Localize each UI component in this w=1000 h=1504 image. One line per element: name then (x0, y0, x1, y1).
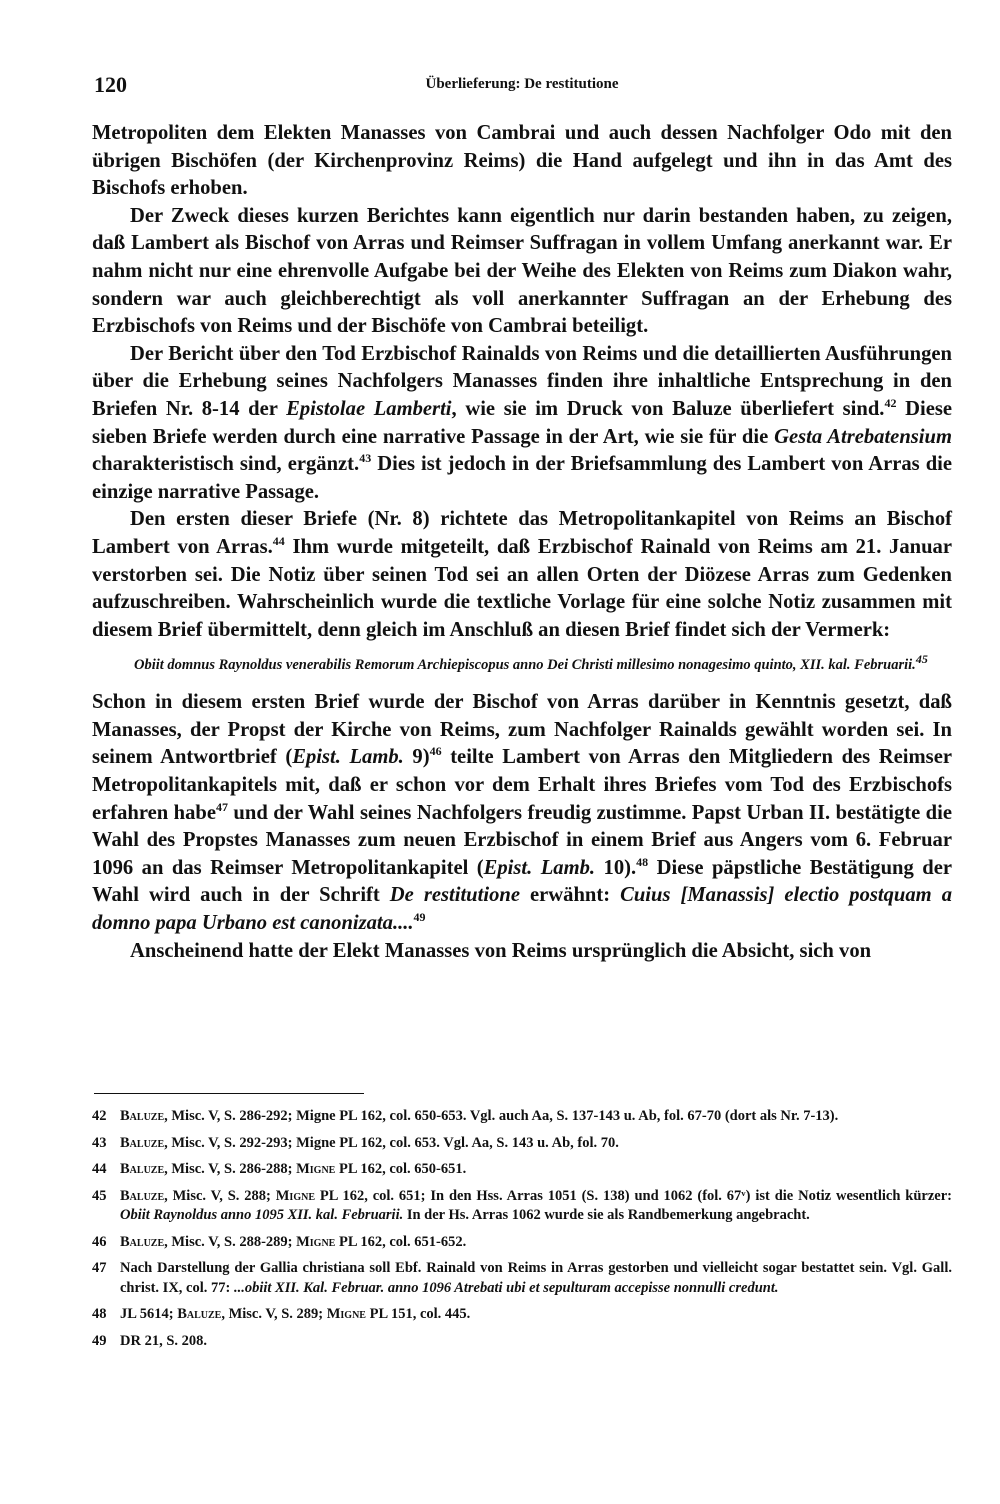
text-run: und der Wahl seines Nachfolgers freudig zustimme. Papst Urban II. bestätigte die Wahl des Propstes Manasses zum neuen Erzbischof in einem Brief aus Angers vom 6. Februar 1096 an das Reimser Metropolitankapitel ( (92, 801, 952, 879)
text-run: PL 162, col. 650-651. (335, 1161, 467, 1177)
author-name: Migne (296, 1161, 336, 1177)
book-page (92, 0, 952, 1504)
paragraph: Metropoliten dem Elekten Manasses von Cambrai und auch dessen Nachfolger Odo mit den übrigen Bischöfen (der Kirchenprovinz Reims) die Hand aufgelegt und ihn in das Amt des Bischofs erhoben. (92, 122, 952, 200)
text-run: PL 162, col. 651; In den Hss. Arras 1051 (S. 138) und 1062 (fol. 67ᵛ) ist die Notiz wesentlich kürzer: (315, 1187, 952, 1204)
footnote-text (120, 1233, 952, 1253)
italic-quote: ...obiit XII. Kal. Februar. anno 1096 Atrebati ubi et sepulturam accepisse nonnulli credunt. (233, 1279, 779, 1296)
italic-title: De restitutione (389, 884, 520, 907)
footnote (92, 1332, 952, 1352)
author-name: Baluze (120, 1233, 165, 1250)
italic-ref: Epist. Lamb. (292, 746, 404, 769)
latin-quotation (92, 652, 952, 675)
footnote (92, 1305, 952, 1325)
text-run: PL 162, col. 651-652. (335, 1233, 467, 1250)
footnote-ref: 44 (272, 534, 285, 549)
italic-ref: Epist. Lamb. (483, 856, 596, 879)
text-run: Nach Darstellung der Gallia christiana soll Ebf. Rainald von Reims in Arras gestorben und vielleicht sogar bestattet sein. Vgl. Gall. christ. IX, col. 77: (120, 1260, 952, 1296)
text-run: In der Hs. Arras 1062 wurde sie als Randbemerkung angebracht. (403, 1207, 810, 1223)
text-run: , Misc. V, S. 286-288; (164, 1161, 297, 1177)
paragraph (92, 341, 952, 507)
text-run: 9) (403, 746, 430, 769)
footnote-number: 48 (92, 1306, 107, 1322)
text-run: 10). (595, 856, 637, 879)
text-run: , wie sie im Druck von Baluze überliefert sind. (451, 397, 885, 420)
footnote-text (120, 1134, 952, 1154)
text-run: Diese päpstliche Bestätigung der Wahl wird auch in der Schrift (92, 856, 952, 907)
running-head: Überlieferung: De restitutione (425, 76, 619, 92)
author-name: Baluze (177, 1306, 222, 1322)
footnote-ref: 48 (636, 854, 649, 869)
text-run: teilte Lambert von Arras den Mitgliedern des Reimser Metropolitankapitels mit, daß er schon vor dem Erhalt ihres Briefes vom Tod des Erzbischofs erfahren habe (92, 746, 952, 824)
paragraph (92, 506, 952, 644)
page-header (92, 72, 952, 102)
text-run: , Misc. V, S. 288; (164, 1187, 276, 1204)
footnote-number: 46 (92, 1233, 107, 1250)
footnote-separator (94, 1093, 364, 1094)
paragraph: Der Zweck dieses kurzen Berichtes kann eigentlich nur darin bestanden haben, zu zeigen, daß Lambert als Bischof von Arras und Reimser Suffragan in vollem Umfang anerkannt war. Er nahm nicht nur eine ehrenvolle Aufgabe bei der Weihe des Elekten von Reims zum Diakon wahr, sondern war auch gleichberechtigt als voll anerkannter Suffragan an der Erhebung des Erzbischofs von Reims und der Bischöfe von Cambrai beteiligt. (92, 204, 952, 338)
footnote-text (120, 1160, 952, 1180)
footnote-text: DR 21, S. 208. (120, 1332, 208, 1349)
text-run: , Misc. V, S. 286-292; Migne PL 162, col. 650-653. Vgl. auch Aa, S. 137-143 u. Ab, fol. 67-70 (dort als Nr. 7-13). (164, 1108, 839, 1124)
footnote-text (120, 1187, 952, 1226)
text-run: charakteristisch sind, ergänzt. (92, 453, 360, 476)
main-text (92, 120, 952, 965)
italic-quote: Cuius [Manassis] electio postquam a domno papa Urbano est canonizata.... (92, 884, 953, 935)
author-name: Migne (275, 1187, 315, 1204)
footnote-number: 47 (92, 1260, 107, 1276)
text-run: Dies ist jedoch in der Briefsammlung des Lambert von Arras die einzige narrative Passage. (92, 453, 953, 503)
text-run: Der Bericht über den Tod Erzbischof Rainalds von Reims und die detaillierten Ausführungen über die Erhebung seines Nachfolgers Manasses finden ihre inhaltliche Entsprechung in den Briefen Nr. 8-14 der (92, 342, 952, 420)
text-run: Diese sieben Briefe werden durch eine narrative Passage in der Art, wie sie für die (92, 397, 952, 448)
footnote (92, 1233, 952, 1253)
footnote (92, 1187, 952, 1226)
footnote-text (120, 1259, 952, 1298)
text-run: , Misc. V, S. 289; (221, 1306, 327, 1322)
paragraph (92, 689, 952, 937)
author-name: Baluze (120, 1161, 165, 1177)
author-name: Migne (296, 1233, 336, 1250)
author-name: Baluze (120, 1187, 165, 1204)
footnote-number: 49 (92, 1332, 107, 1349)
footnote-number: 42 (92, 1108, 107, 1124)
paragraph: Anscheinend hatte der Elekt Manasses von Reims ursprünglich die Absicht, sich von (130, 939, 872, 962)
footnote-ref: 46 (429, 744, 442, 759)
footnote-number: 45 (92, 1187, 107, 1204)
footnote (92, 1259, 952, 1298)
footnote (92, 1134, 952, 1154)
text-run: Den ersten dieser Briefe (Nr. 8) richtete das Metropolitankapitel von Reims an Bischof Lambert von Arras. (92, 508, 952, 558)
footnote-number: 44 (92, 1161, 107, 1177)
footnote-ref: 43 (359, 451, 372, 466)
italic-quote: Obiit Raynoldus anno 1095 XII. kal. Februarii. (120, 1207, 404, 1223)
text-run: , Misc. V, S. 292-293; Migne PL 162, col. 653. Vgl. Aa, S. 143 u. Ab, fol. 70. (164, 1134, 619, 1151)
footnote-ref: 45 (915, 652, 928, 667)
page-number: 120 (94, 72, 127, 97)
footnote (92, 1107, 952, 1127)
text-run: JL 5614; (120, 1306, 178, 1322)
text-run: erwähnt: (519, 884, 621, 907)
footnote-text (120, 1305, 952, 1325)
footnote (92, 1160, 952, 1180)
footnote-text (120, 1107, 952, 1127)
text-run: , Misc. V, S. 288-289; (164, 1233, 297, 1250)
footnote-ref: 42 (884, 396, 897, 411)
footnote-ref: 47 (216, 799, 229, 814)
footnote-number: 43 (92, 1134, 107, 1151)
author-name: Migne (326, 1306, 366, 1322)
author-name: Baluze (120, 1134, 165, 1151)
text-run: Ihm wurde mitgeteilt, daß Erzbischof Rainald von Reims am 21. Januar verstorben sei. Die Notiz über seinen Tod sei an allen Orten der Diözese Arras zum Gedenken aufzuschreiben. Wahrscheinlich wurde die textliche Vorlage für eine solche Notiz zusammen mit diesem Brief übermittelt, denn gleich im Anschluß an diesen Brief findet sich der Vermerk: (92, 535, 952, 641)
author-name: Baluze (120, 1108, 165, 1124)
footnote-ref: 49 (413, 910, 426, 925)
italic-title: Epistolae Lamberti (286, 397, 452, 420)
quotation-text: Obiit domnus Raynoldus venerabilis Remorum Archiepiscopus anno Dei Christi millesimo nonagesimo quinto, XII. kal. Februarii. (134, 657, 916, 674)
text-run: Schon in diesem ersten Brief wurde der Bischof von Arras darüber in Kenntnis gesetzt, daß Manasses, der Propst der Kirche von Reims, zum Nachfolger Rainalds gewählt worden sei. In seinem Antwortbrief ( (92, 691, 952, 769)
footnotes (92, 1107, 952, 1358)
italic-title: Gesta Atrebatensium (774, 425, 952, 448)
text-run: PL 151, col. 445. (365, 1306, 471, 1322)
